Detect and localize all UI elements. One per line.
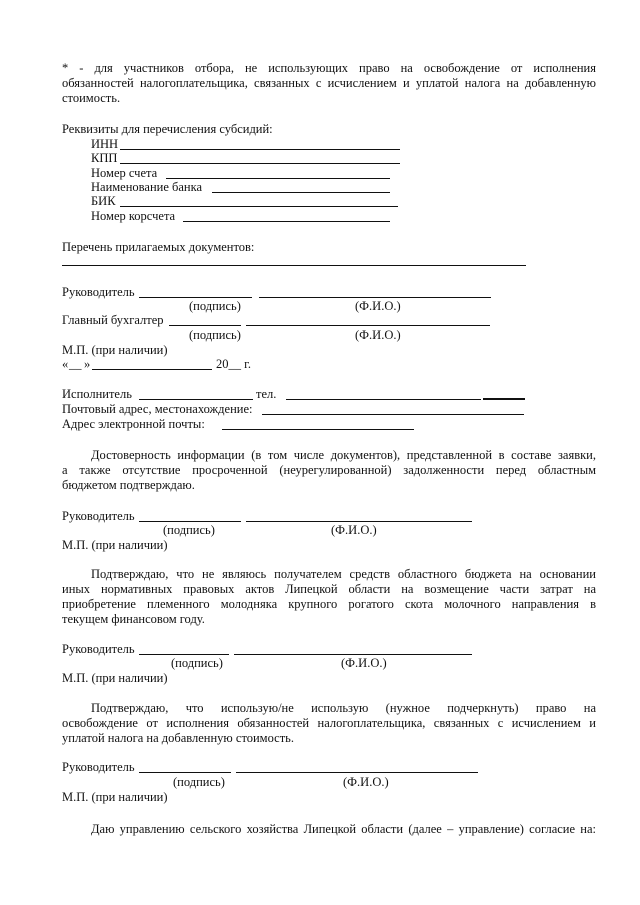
address-field-line[interactable] [262, 414, 524, 415]
date-close-quote: » [84, 357, 91, 371]
head-label: Руководитель [62, 509, 135, 523]
signature-caption: (подпись) [189, 299, 241, 313]
address-label: Почтовый адрес, местонахождение: [62, 402, 253, 416]
head-fio-line[interactable] [246, 521, 472, 522]
inn-label: ИНН [91, 137, 119, 151]
date-year: 20__ г. [216, 357, 251, 371]
head-signature-line[interactable] [139, 521, 241, 522]
inn-field-line[interactable] [120, 149, 400, 150]
executor-field-line[interactable] [139, 399, 253, 400]
signature-caption: (подпись) [171, 656, 223, 670]
head-fio-line[interactable] [234, 654, 472, 655]
accountant-label: Главный бухгалтер [62, 313, 164, 327]
documents-title: Перечень прилагаемых документов: [62, 240, 255, 254]
head-label: Руководитель [62, 760, 135, 774]
head-fio-line[interactable] [236, 772, 478, 773]
bank-field-line[interactable] [212, 192, 390, 193]
reliability-paragraph-line: Достоверность информации (в том числе документов), представленной в составе заявки, [91, 448, 596, 462]
accountant-signature-line[interactable] [169, 325, 241, 326]
reliability-paragraph-line: а также отсутствие просроченной (неурегулированной) задолженности перед областным [62, 463, 596, 477]
phone-extension-line[interactable] [483, 398, 525, 400]
vat-exemption-paragraph-line: Подтверждаю, что использую/не использую (нужное подчеркнуть) право на [91, 701, 596, 715]
non-recipient-paragraph-line: иных нормативных правовых актов Липецкой области на возмещение части затрат на [62, 582, 596, 596]
bik-label: БИК [91, 194, 116, 208]
head-fio-line[interactable] [259, 297, 491, 298]
non-recipient-paragraph-line: приобретение племенного молодняка крупного рогатого скота молочного направления в [62, 597, 596, 611]
executor-label: Исполнитель [62, 387, 132, 401]
stamp-label: М.П. (при наличии) [62, 538, 168, 552]
fio-caption: (Ф.И.О.) [341, 656, 387, 670]
documents-field-line[interactable] [62, 265, 526, 266]
phone-field-line[interactable] [286, 399, 481, 400]
requisites-title: Реквизиты для перечисления субсидий: [62, 122, 273, 136]
email-field-line[interactable] [222, 429, 414, 430]
bik-field-line[interactable] [120, 206, 398, 207]
date-day-blank[interactable]: __ [69, 357, 82, 371]
vat-exemption-paragraph-line: уплатой налога на добавленную стоимость. [62, 731, 294, 745]
head-signature-line[interactable] [139, 772, 231, 773]
fio-caption: (Ф.И.О.) [343, 775, 389, 789]
reliability-paragraph-line: бюджетом подтверждаю. [62, 478, 195, 492]
bank-label: Наименование банка [91, 180, 203, 194]
footnote-line: обязанностей налогоплательщика, связанных с исчислением и уплатой налога на добавленную [62, 76, 596, 90]
non-recipient-paragraph-line: текущем финансовом году. [62, 612, 205, 626]
stamp-label: М.П. (при наличии) [62, 343, 168, 357]
corr-label: Номер корсчета [91, 209, 176, 223]
head-signature-line[interactable] [139, 297, 252, 298]
stamp-label: М.П. (при наличии) [62, 790, 168, 804]
date-month-line[interactable] [92, 369, 212, 370]
head-label: Руководитель [62, 285, 135, 299]
fio-caption: (Ф.И.О.) [331, 523, 377, 537]
kpp-field-line[interactable] [120, 163, 400, 164]
signature-caption: (подпись) [163, 523, 215, 537]
account-label: Номер счета [91, 166, 158, 180]
email-label: Адрес электронной почты: [62, 417, 205, 431]
head-signature-line[interactable] [139, 654, 229, 655]
vat-exemption-paragraph-line: освобождение от исполнения обязанностей налогоплательщика, связанных с исчислением и [62, 716, 596, 730]
fio-caption: (Ф.И.О.) [355, 299, 401, 313]
phone-label: тел. [256, 387, 277, 401]
consent-line: Даю управлению сельского хозяйства Липецкой области (далее – управление) согласие на: [91, 822, 596, 836]
footnote-line: * - для участников отбора, не использующих право на освобождение от исполнения [62, 61, 596, 75]
accountant-fio-line[interactable] [246, 325, 490, 326]
kpp-label: КПП [91, 151, 118, 165]
signature-caption: (подпись) [189, 328, 241, 342]
date-open-quote: « [62, 357, 69, 371]
account-field-line[interactable] [166, 178, 390, 179]
footnote-line: стоимость. [62, 91, 121, 105]
corr-field-line[interactable] [183, 221, 390, 222]
fio-caption: (Ф.И.О.) [355, 328, 401, 342]
head-label: Руководитель [62, 642, 135, 656]
stamp-label: М.П. (при наличии) [62, 671, 168, 685]
signature-caption: (подпись) [173, 775, 225, 789]
non-recipient-paragraph-line: Подтверждаю, что не являюсь получателем средств областного бюджета на основании [91, 567, 596, 581]
